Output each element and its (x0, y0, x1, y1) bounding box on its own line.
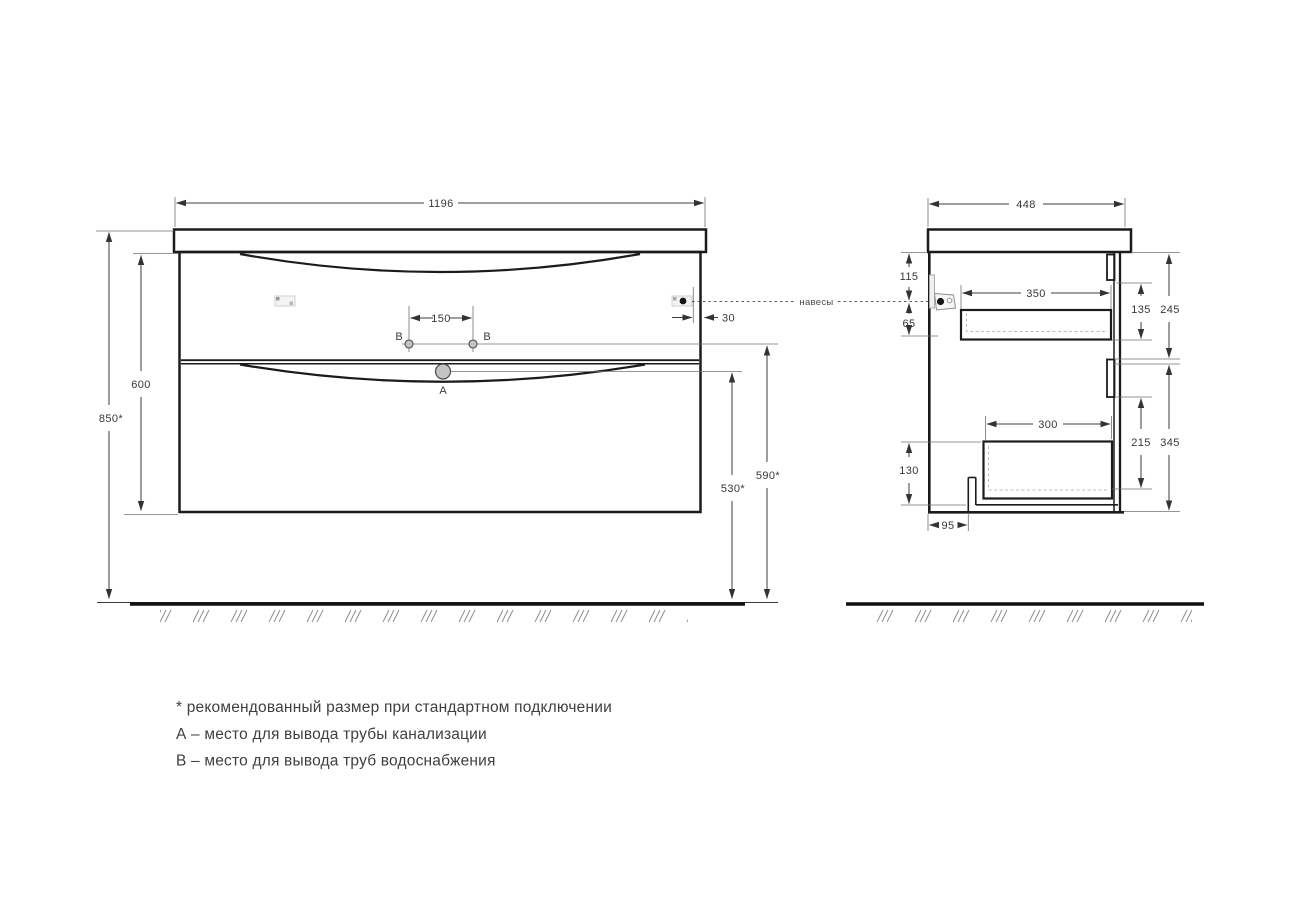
dim-front2-inner-height: 215 (1131, 437, 1151, 449)
dim-side-depth: 448 (1016, 199, 1036, 211)
dim-drawer2-inner-depth: 300 (1038, 419, 1058, 431)
dim-holes-spacing: 150 (431, 313, 451, 325)
ground-hatching-side (876, 606, 1192, 622)
hangers-label: навесы (799, 297, 834, 308)
label-water-left: B (395, 331, 403, 343)
note-recommended-size: * рекомендованный размер при стандартном подключении (176, 699, 612, 716)
dim-front1-inner-height: 135 (1131, 304, 1151, 316)
dim-front-total-height: 850* (98, 413, 124, 425)
note-drain-location: А – место для вывода трубы канализации (176, 726, 487, 743)
dim-front-cabinet-height: 600 (131, 379, 151, 391)
water-outlet-hole-left (405, 340, 413, 348)
floor-side (846, 604, 1204, 622)
wall-bracket-icon-left (275, 296, 295, 306)
drain-outlet-hole (436, 364, 451, 379)
dim-drain-height: 530* (720, 483, 746, 495)
floor-front (97, 603, 778, 623)
label-drain: A (439, 385, 447, 397)
wall-bracket-icon-right (672, 296, 692, 306)
dim-bottom-inner-height: 130 (899, 465, 919, 477)
dim-water-height: 590* (755, 470, 781, 482)
dim-drawer1-inner-depth: 350 (1026, 288, 1046, 300)
dim-front1-height: 245 (1160, 304, 1180, 316)
dim-bracket-offset: 30 (722, 312, 736, 325)
dim-front2-height: 345 (1160, 437, 1180, 449)
dim-back-recess: 95 (941, 520, 955, 532)
water-outlet-hole-right (469, 340, 477, 348)
note-water-location: В – место для вывода труб водоснабжения (176, 752, 496, 770)
ground-hatching-front (160, 606, 688, 622)
dim-front-width: 1196 (428, 198, 454, 210)
dim-hanger-top-offset: 115 (899, 271, 919, 283)
label-water-right: B (483, 331, 491, 343)
dim-hanger-drop: 65 (902, 318, 916, 330)
